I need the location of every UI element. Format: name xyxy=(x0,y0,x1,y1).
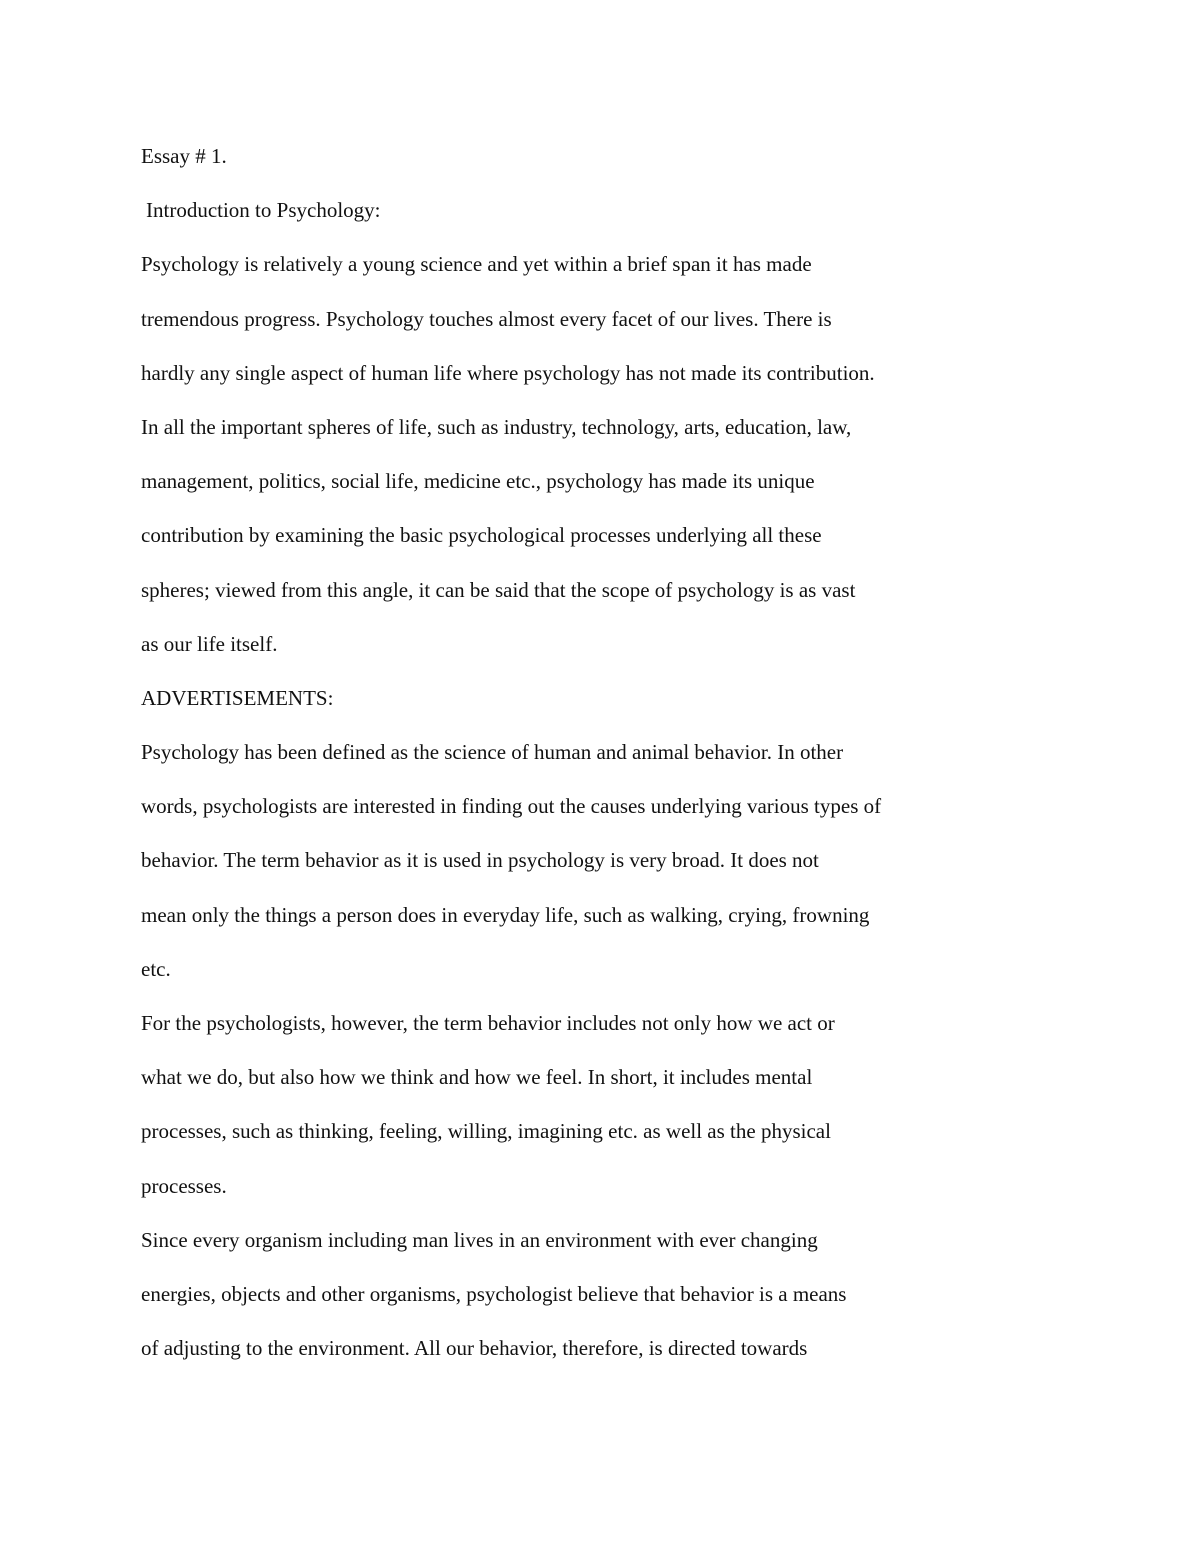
text-line: etc. xyxy=(141,956,171,981)
text-line: management, politics, social life, medicine etc., psychology has made its unique xyxy=(141,469,815,494)
text-line: mean only the things a person does in everyday life, such as walking, crying, frowning xyxy=(141,902,870,927)
text-line: In all the important spheres of life, such as industry, technology, arts, education, law, xyxy=(141,414,852,439)
text-line: words, psychologists are interested in finding out the causes underlying various types of xyxy=(141,794,882,819)
text-line: Psychology has been defined as the science of human and animal behavior. In other xyxy=(141,740,844,765)
text-line: contribution by examining the basic psychological processes underlying all these xyxy=(141,523,822,548)
text-line: spheres; viewed from this angle, it can be said that the scope of psychology is as vast xyxy=(141,577,856,602)
section-title: Introduction to Psychology: xyxy=(146,198,381,223)
text-line: tremendous progress. Psychology touches almost every facet of our lives. There is xyxy=(141,306,832,331)
text-line: For the psychologists, however, the term behavior includes not only how we act or xyxy=(141,1011,835,1035)
text-line: Psychology is relatively a young science and yet within a brief span it has made xyxy=(141,252,812,277)
text-line: behavior. The term behavior as it is used in psychology is very broad. It does not xyxy=(141,848,819,873)
essay-heading: Essay # 1. xyxy=(141,144,227,168)
text-line: energies, objects and other organisms, psychologist believe that behavior is a means xyxy=(141,1281,847,1306)
text-line: as our life itself. xyxy=(141,631,278,656)
text-line: Since every organism including man lives in an environment with ever changing xyxy=(141,1227,818,1252)
text-line: hardly any single aspect of human life where psychology has not made its contribution. xyxy=(141,360,875,385)
advertisements-label: ADVERTISEMENTS: xyxy=(141,685,334,710)
text-line: what we do, but also how we think and how we feel. In short, it includes mental xyxy=(141,1065,813,1090)
text-line: processes. xyxy=(141,1173,227,1198)
essay-body xyxy=(141,140,1001,1386)
text-line: of adjusting to the environment. All our behavior, therefore, is directed towards xyxy=(141,1336,808,1361)
text-line: processes, such as thinking, feeling, willing, imagining etc. as well as the physical xyxy=(141,1119,831,1144)
